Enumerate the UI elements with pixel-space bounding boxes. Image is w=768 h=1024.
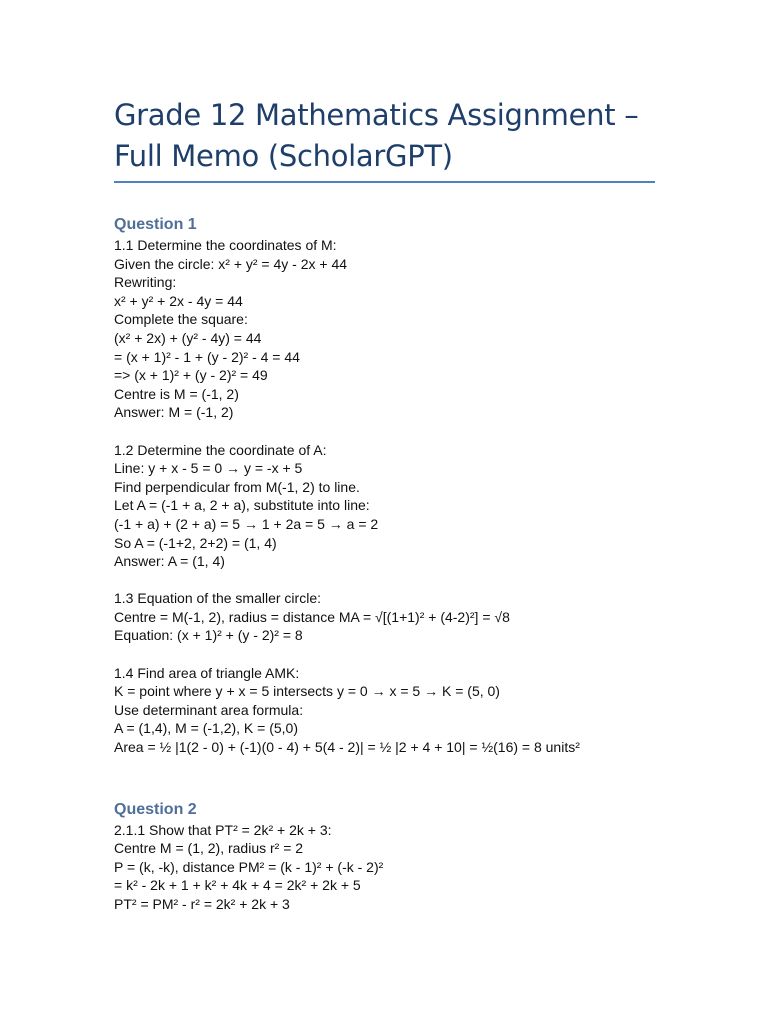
text-line: Given the circle: x² + y² = 4y - 2x + 44 (114, 255, 348, 272)
text-line: Line: y + x - 5 = 0 → y = -x + 5 (114, 460, 303, 477)
text-line: Rewriting: (114, 274, 177, 291)
document-title (114, 95, 656, 177)
text-line: 2.1.1 Show that PT² = 2k² + 2k + 3: (114, 821, 332, 838)
question-1-4-block (114, 664, 656, 757)
text-line: 1.1 Determine the coordinates of M: (114, 237, 337, 253)
text-line: 1.4 Find area of triangle AMK: (114, 664, 300, 681)
text-line: = (x + 1)² - 1 + (y - 2)² - 4 = 44 (114, 348, 300, 365)
text-line: 1.3 Equation of the smaller circle: (114, 590, 321, 607)
text-line: => (x + 1)² + (y - 2)² = 49 (114, 367, 268, 384)
text-line: Answer: M = (-1, 2) (114, 404, 234, 421)
text-line: Equation: (x + 1)² + (y - 2)² = 8 (114, 627, 303, 644)
text-line: Centre = M(-1, 2), radius = distance MA = √[(1+1)² + (4-2)²] = √8 (114, 608, 510, 625)
text-line: x² + y² + 2x - 4y = 44 (114, 292, 243, 309)
text-line: 1.2 Determine the coordinate of A: (114, 441, 327, 458)
text-line: Answer: A = (1, 4) (114, 553, 225, 570)
text-line: Use determinant area formula: (114, 701, 304, 718)
text-line: = k² - 2k + 1 + k² + 4k + 4 = 2k² + 2k + 5 (114, 877, 361, 894)
text-line: P = (k, -k), distance PM² = (k - 1)² + (-k - 2)² (114, 858, 384, 875)
question-1-2-block (114, 441, 656, 571)
text-line: Centre M = (1, 2), radius r² = 2 (114, 840, 304, 857)
paragraph-gap (114, 422, 656, 441)
text-line: PT² = PM² - r² = 2k² + 2k + 3 (114, 896, 290, 912)
question-1-heading: Question 1 (114, 216, 197, 233)
text-line: (-1 + a) + (2 + a) = 5 → 1 + 2a = 5 → a = 2 (114, 515, 379, 532)
title-line-2: Full Memo (ScholarGPT) (114, 139, 453, 173)
text-line: Centre is M = (-1, 2) (114, 385, 239, 402)
text-line: (x² + 2x) + (y² - 4y) = 44 (114, 329, 262, 346)
text-line: So A = (-1+2, 2+2) = (1, 4) (114, 534, 277, 551)
question-2-heading: Question 2 (114, 800, 197, 818)
question-1-1-block (114, 236, 656, 422)
text-line: Area = ½ |1(2 - 0) + (-1)(0 - 4) + 5(4 - 2)| = ½ |2 + 4 + 10| = ½(16) = 8 units² (114, 739, 580, 756)
text-line: K = point where y + x = 5 intersects y = 0 → x = 5 → K = (5, 0) (114, 683, 500, 700)
title-line-1: Grade 12 Mathematics Assignment – (114, 98, 639, 132)
question-2-1-block (114, 821, 656, 914)
text-line: Complete the square: (114, 311, 248, 328)
question-1-3-block (114, 589, 656, 645)
text-line: Find perpendicular from M(-1, 2) to line. (114, 478, 360, 495)
paragraph-gap (114, 571, 656, 590)
paragraph-gap (114, 645, 656, 664)
document-body (114, 95, 656, 914)
title-underline (114, 181, 655, 183)
text-line: Let A = (-1 + a, 2 + a), substitute into line: (114, 497, 370, 514)
text-line: A = (1,4), M = (-1,2), K = (5,0) (114, 720, 299, 737)
